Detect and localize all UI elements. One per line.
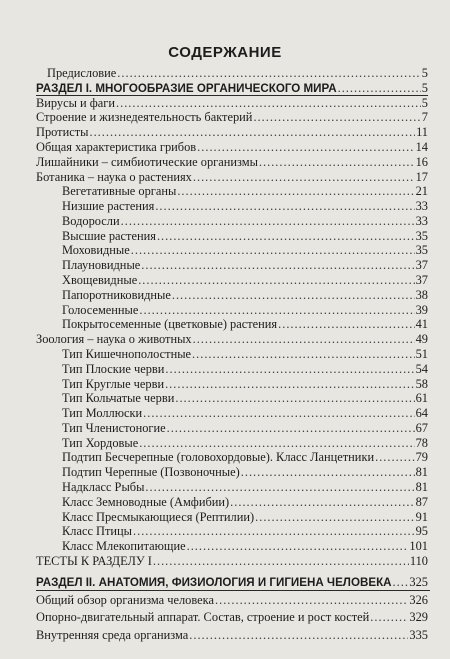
leader-dots (241, 465, 415, 480)
leader-dots (393, 575, 409, 590)
toc-entry (0, 332, 450, 347)
entry-label: Зоология – наука о животных (36, 332, 192, 346)
toc-entry (0, 214, 450, 229)
entry-page: 87 (415, 495, 428, 509)
entry-label: Тип Кишечнополостные (62, 347, 192, 361)
toc-entry (0, 362, 450, 377)
toc-entry (0, 421, 450, 436)
entry-label: Предисловие (47, 66, 117, 80)
leader-dots (121, 214, 415, 229)
leader-dots (278, 317, 414, 332)
entry-label: Внутренняя среда организма (36, 628, 189, 642)
entry-page: 79 (415, 450, 428, 464)
leader-dots (230, 495, 414, 510)
entry-label: Тип Кольчатые черви (62, 391, 175, 405)
entry-page: 95 (415, 524, 428, 538)
toc-entry (0, 480, 450, 495)
leader-dots (138, 273, 414, 288)
leader-dots (370, 610, 408, 625)
toc-entry (0, 495, 450, 510)
leader-dots (155, 199, 414, 214)
entry-label: Подтип Бесчерепные (головохордовые). Класс Ланцетники (62, 450, 375, 464)
toc-entry (0, 170, 450, 185)
entry-page: 61 (415, 391, 428, 405)
entry-label: Класс Птицы (62, 524, 132, 538)
leader-dots (187, 539, 409, 554)
leader-dots (215, 593, 408, 608)
toc-entry (0, 125, 450, 140)
toc-entry (0, 229, 450, 244)
toc-entry (0, 554, 450, 569)
entry-page: 16 (415, 155, 428, 169)
leader-dots (193, 170, 415, 185)
entry-page: 49 (415, 332, 428, 346)
toc-entry (0, 450, 450, 465)
leader-dots (139, 303, 414, 318)
entry-page: 78 (415, 436, 428, 450)
leader-dots (117, 66, 421, 81)
entry-page: 5 (421, 66, 428, 80)
entry-label: Голосеменные (62, 303, 139, 317)
leader-dots (197, 140, 414, 155)
entry-page: 5 (421, 96, 428, 110)
toc-entry (0, 66, 450, 81)
entry-label: Покрытосеменные (цветковые) растения (62, 317, 278, 331)
entry-label: Тип Хордовые (62, 436, 139, 450)
entry-page: 21 (415, 184, 428, 198)
leader-dots (165, 377, 415, 392)
entry-label: Высшие растения (62, 229, 156, 243)
entry-label: Протисты (36, 125, 89, 139)
toc-entry (0, 184, 450, 199)
leader-dots (192, 347, 415, 362)
toc-entry (0, 288, 450, 303)
leader-dots (175, 391, 414, 406)
leader-dots (141, 258, 414, 273)
entry-page: 64 (415, 406, 428, 420)
toc-entry (0, 465, 450, 480)
toc-entry (0, 258, 450, 273)
toc-entry (0, 610, 450, 625)
entry-label: Общий обзор организма человека (36, 593, 214, 607)
entry-label: Тип Плоские черви (62, 362, 165, 376)
toc-entry (0, 273, 450, 288)
leader-dots (253, 110, 420, 125)
toc-entry (0, 593, 450, 608)
toc-entry (0, 110, 450, 125)
entry-label: ТЕСТЫ К РАЗДЕЛУ I (36, 554, 152, 568)
entry-page: 335 (409, 628, 428, 642)
entry-label: Опорно-двигательный аппарат. Состав, строение и рост костей (36, 610, 370, 624)
entry-page: 11 (416, 125, 428, 139)
leader-dots (153, 554, 409, 569)
leader-dots (193, 332, 415, 347)
entry-label: Моховидные (62, 243, 130, 257)
entry-page: 14 (415, 140, 428, 154)
toc-entry (0, 510, 450, 525)
toc-entry (0, 303, 450, 318)
entry-page: 38 (415, 288, 428, 302)
toc-entry (0, 140, 450, 155)
entry-page: 35 (415, 229, 428, 243)
leader-dots (143, 406, 414, 421)
entry-label: Класс Млекопитающие (62, 539, 186, 553)
entry-page: 329 (409, 610, 428, 624)
entry-page: 17 (415, 170, 428, 184)
entry-page: 37 (415, 273, 428, 287)
entry-page: 41 (415, 317, 428, 331)
entry-label: Тип Круглые черви (62, 377, 165, 391)
entry-label: Подтип Черепные (Позвоночные) (62, 465, 240, 479)
leader-dots (165, 362, 414, 377)
leader-dots (259, 155, 415, 170)
entry-label: Водоросли (62, 214, 120, 228)
entry-label: Надкласс Рыбы (62, 480, 145, 494)
toc-entry (0, 96, 450, 111)
entry-label: Строение и жизнедеятельность бактерий (36, 110, 253, 124)
entry-label: Плауновидные (62, 258, 141, 272)
leader-dots (133, 524, 415, 539)
leader-dots (172, 288, 415, 303)
toc-entry (0, 436, 450, 451)
page-title: СОДЕРЖАНИЕ (168, 44, 282, 61)
toc-entry (0, 377, 450, 392)
toc-entry (0, 199, 450, 214)
leader-dots (255, 510, 414, 525)
entry-page: 91 (415, 510, 428, 524)
entry-page: 326 (409, 593, 428, 607)
entry-page: 5 (421, 81, 428, 95)
toc-entry (0, 155, 450, 170)
entry-label: Лишайники – симбиотические организмы (36, 155, 258, 169)
entry-label: Хвощевидные (62, 273, 138, 287)
entry-label: Папоротниковидные (62, 288, 171, 302)
entry-label: Вегетативные органы (62, 184, 177, 198)
entry-label: Вирусы и фаги (36, 96, 116, 110)
entry-label: Тип Членистоногие (62, 421, 166, 435)
entry-page: 33 (415, 214, 428, 228)
leader-dots (89, 125, 415, 140)
leader-dots (157, 229, 415, 244)
entry-page: 67 (415, 421, 428, 435)
entry-page: 33 (415, 199, 428, 213)
toc-entry (0, 347, 450, 362)
entry-page: 39 (415, 303, 428, 317)
entry-page: 37 (415, 258, 428, 272)
toc-entry (0, 406, 450, 421)
leader-dots (139, 436, 414, 451)
entry-label: Низшие растения (62, 199, 155, 213)
leader-dots (338, 81, 421, 96)
toc-entry (0, 539, 450, 554)
toc-entry (0, 524, 450, 539)
toc-entry (0, 317, 450, 332)
section-heading (0, 575, 450, 590)
entry-label: Общая характеристика грибов (36, 140, 197, 154)
entry-page: 54 (415, 362, 428, 376)
entry-page: 35 (415, 243, 428, 257)
leader-dots (145, 480, 414, 495)
entry-page: 110 (409, 554, 428, 568)
leader-dots (177, 184, 414, 199)
entry-label: Класс Пресмыкающиеся (Рептилии) (62, 510, 255, 524)
entry-label: РАЗДЕЛ I. МНОГООБРАЗИЕ ОРГАНИЧЕСКОГО МИРА (36, 82, 337, 95)
entry-page: 81 (415, 465, 428, 479)
divider-section-2 (36, 590, 430, 591)
leader-dots (167, 421, 415, 436)
entry-page: 7 (421, 110, 428, 124)
entry-page: 58 (415, 377, 428, 391)
toc-entry (0, 243, 450, 258)
entry-label: Ботаника – наука о растениях (36, 170, 192, 184)
entry-label: Тип Моллюски (62, 406, 143, 420)
leader-dots (375, 450, 415, 465)
leader-dots (131, 243, 415, 258)
entry-page: 51 (415, 347, 428, 361)
leader-dots (189, 628, 408, 643)
entry-label: РАЗДЕЛ II. АНАТОМИЯ, ФИЗИОЛОГИЯ И ГИГИЕНА ЧЕЛОВЕКА (36, 576, 392, 589)
entry-page: 325 (409, 575, 428, 589)
entry-page: 81 (415, 480, 428, 494)
entry-label: Класс Земноводные (Амфибии) (62, 495, 230, 509)
toc-entry (0, 391, 450, 406)
leader-dots (116, 96, 421, 111)
entry-page: 101 (409, 539, 428, 553)
toc-entry (0, 628, 450, 643)
section-heading (0, 81, 450, 96)
